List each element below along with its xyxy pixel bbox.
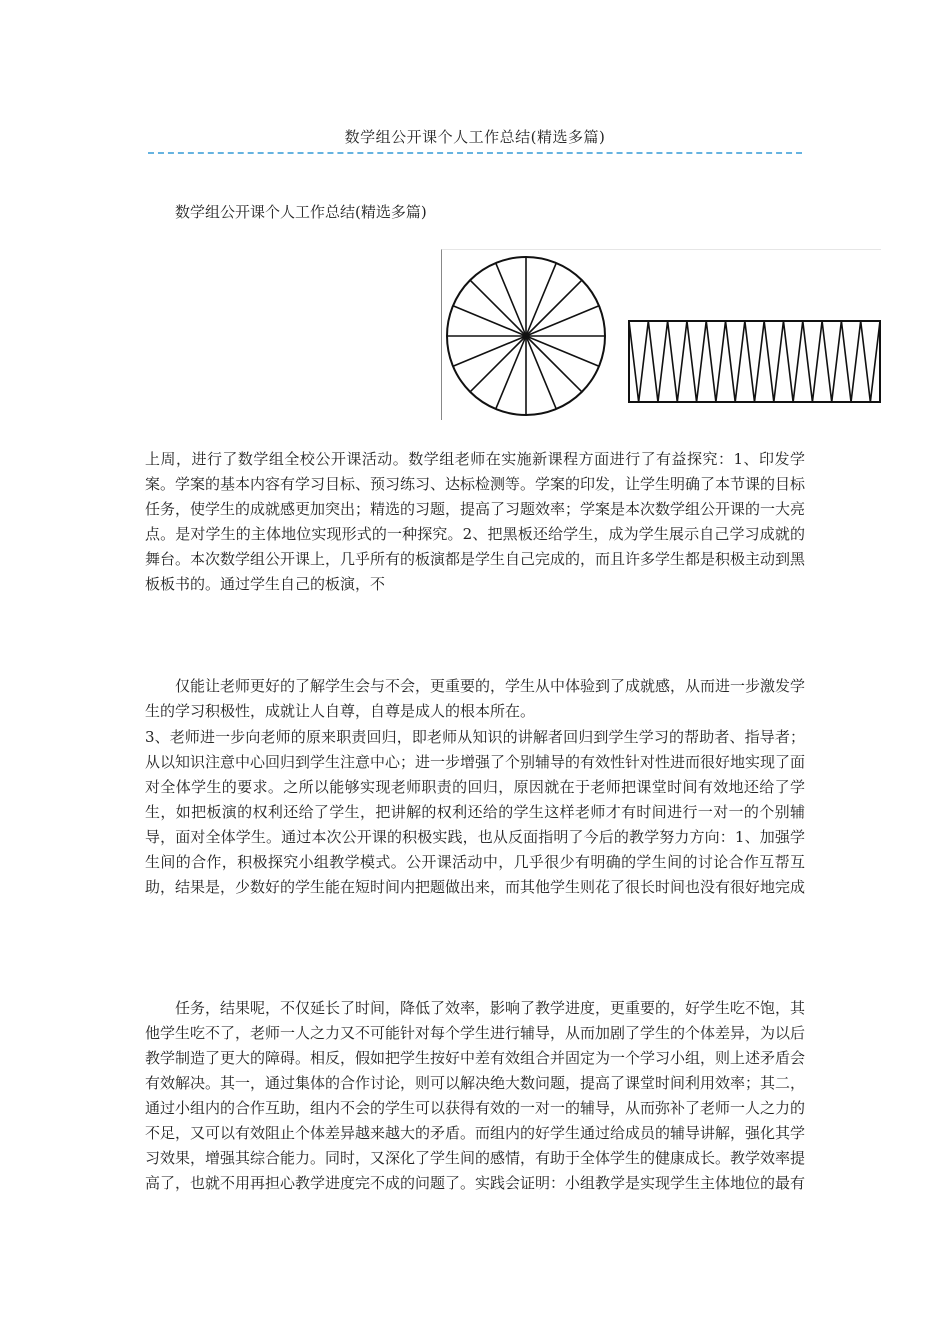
strip-zigzag: [629, 321, 880, 402]
circle-radius-line: [526, 336, 582, 392]
document-subtitle: 数学组公开课个人工作总结(精选多篇): [175, 203, 427, 221]
document-title: 数学组公开课个人工作总结(精选多篇): [344, 128, 606, 146]
paragraph-1: 上周，进行了数学组全校公开课活动。数学组老师在实施新课程方面进行了有益探究：1、印发学案。学案的基本内容有学习目标、预习练习、达标检测等。学案的印发，让学生明确了本节课的目标任务，使学生的成就感更加突出；精选的习题，提高了习题效率；学案是本次数学组公开课的一大亮点。是对学生的主体地位实现形式的一种探究。2、把黑板还给学生，成为学生展示自己学习成就的舞台。本次数学组公开课上，几乎所有的板演都是学生自己完成的，而且许多学生都是积极主动到黑板板书的。通过学生自己的板演，不: [145, 450, 806, 593]
rearranged-strip: [629, 321, 880, 402]
circle-radius-line: [470, 336, 526, 392]
paragraph-4: 任务，结果呢，不仅延长了时间，降低了效率，影响了教学进度，更重要的，好学生吃不饱，其他学生吃不了，老师一人之力又不可能针对每个学生进行辅导，从而加剧了学生的个体差异，为以后教学制造了更大的障碍。相反，假如把学生按好中差有效组合并固定为一个学习小组，则上述矛盾会有效解决。其一，通过集体的合作讨论，则可以解决绝大数问题，提高了课堂时间利用效率；其二，通过小组内的合作互助，组内不会的学生可以获得有效的一对一的辅导，从而弥补了老师一人之力的不足，又可以有效阻止个体差异越来越大的矛盾。而组内的好学生通过给成员的辅导讲解，强化其学习效果，增强其综合能力。同时，又深化了学生间的感情，有助于全体学生的健康成长。教学效率提高了，也就不用再担心教学进度完不成的问题了。实践会证明：小组教学是实现学生主体地位的最有: [145, 999, 806, 1192]
diagram-canvas: [442, 250, 881, 420]
paragraph-3: 3、老师进一步向老师的原来职责回归，即老师从知识的讲解者回归到学生学习的帮助者、指导者；从以知识注意中心回归到学生注意中心；进一步增强了个别辅导的有效性针对性进而很好地实现了面对全体学生的要求。之所以能够实现老师职责的回归，原因就在于老师把课堂时间有效地还给了学生，如把板演的权利还给了学生，把讲解的权利还给的学生这样老师才有时间进行一对一的个别辅导，面对全体学生。通过本次公开课的积极实践，也从反面指明了今后的教学努力方向：1、加强学生间的合作，积极探究小组教学模式。公开课活动中，几乎很少有明确的学生间的讨论合作互帮互助，结果是，少数好的学生能在短时间内把题做出来，而其他学生则花了很长时间也没有很好地完成: [145, 728, 806, 896]
title-divider: [148, 152, 802, 154]
circle-radius-line: [470, 280, 526, 336]
circle-radius-line: [526, 280, 582, 336]
sectored-circle: [447, 257, 605, 415]
circle-area-diagram: [441, 249, 881, 420]
paragraph-2: 仅能让老师更好的了解学生会与不会，更重要的，学生从中体验到了成就感，从而进一步激发学生的学习积极性，成就让人自尊，自尊是成人的根本所在。: [145, 677, 806, 720]
